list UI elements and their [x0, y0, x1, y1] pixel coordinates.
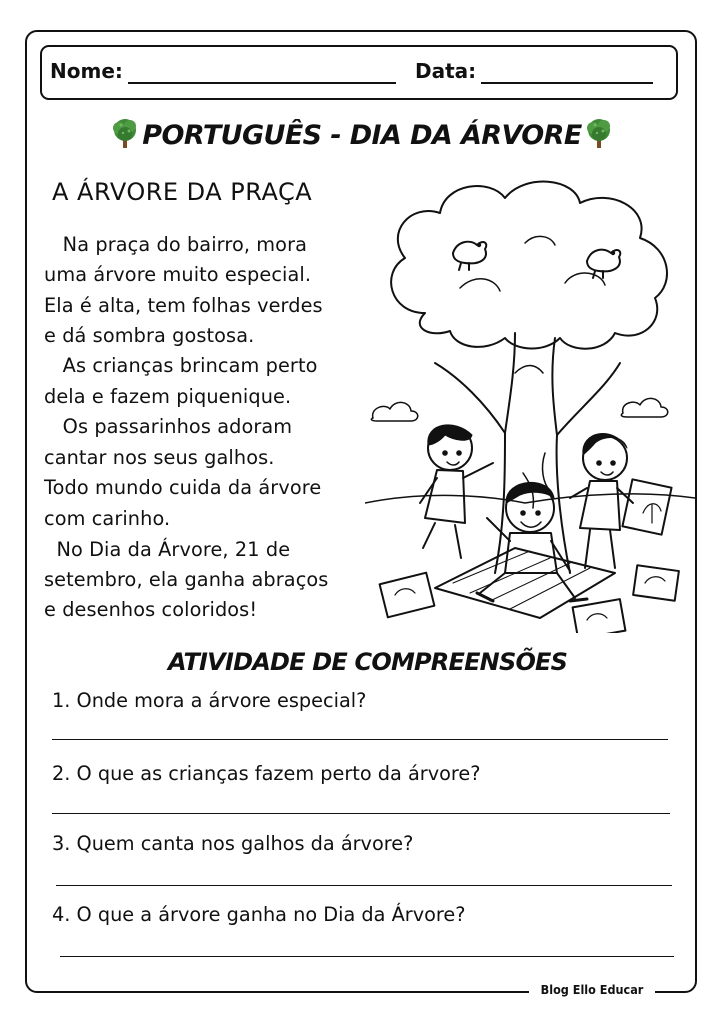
answer-line-4[interactable] — [60, 956, 674, 957]
activity-title: ATIVIDADE DE COMPREENSÕES — [168, 648, 568, 676]
story-line: uma árvore muito especial. — [44, 263, 312, 286]
story-line: Todo mundo cuida da árvore — [44, 476, 322, 499]
footer-credit: Blog Ello Educar — [529, 982, 655, 997]
header-box — [40, 45, 678, 100]
tree-icon — [582, 116, 616, 157]
story-line: No Dia da Árvore, 21 de — [44, 538, 291, 561]
name-input-line[interactable] — [128, 82, 396, 84]
question-2: 2. O que as crianças fazem perto da árvore? — [52, 762, 481, 785]
story-line: Ela é alta, tem folhas verdes — [44, 294, 323, 317]
story-line: e desenhos coloridos! — [44, 598, 258, 621]
question-1: 1. Onde mora a árvore especial? — [52, 689, 367, 712]
page-title-text: PORTUGUÊS - DIA DA ÁRVORE — [142, 120, 582, 151]
answer-line-3[interactable] — [56, 885, 672, 886]
story-line: As crianças brincam perto — [44, 354, 318, 377]
story-line: Na praça do bairro, mora — [44, 233, 308, 256]
story-line: Os passarinhos adoram — [44, 415, 293, 438]
story-line: dela e fazem piquenique. — [44, 385, 292, 408]
tree-icon — [108, 116, 142, 157]
question-3: 3. Quem canta nos galhos da árvore? — [52, 832, 414, 855]
story-line: setembro, ela ganha abraços — [44, 568, 329, 591]
answer-line-2[interactable] — [52, 813, 670, 814]
answer-line-1[interactable] — [52, 739, 668, 740]
story-title: A ÁRVORE DA PRAÇA — [52, 178, 313, 206]
story-line: e dá sombra gostosa. — [44, 324, 255, 347]
question-4: 4. O que a árvore ganha no Dia da Árvore? — [52, 903, 466, 926]
name-label: Nome: — [50, 59, 123, 83]
date-label: Data: — [415, 59, 477, 83]
story-line: com carinho. — [44, 507, 171, 530]
date-input-line[interactable] — [481, 82, 653, 84]
story-line: cantar nos seus galhos. — [44, 446, 275, 469]
page-title — [0, 116, 724, 157]
tree-illustration — [365, 173, 695, 633]
